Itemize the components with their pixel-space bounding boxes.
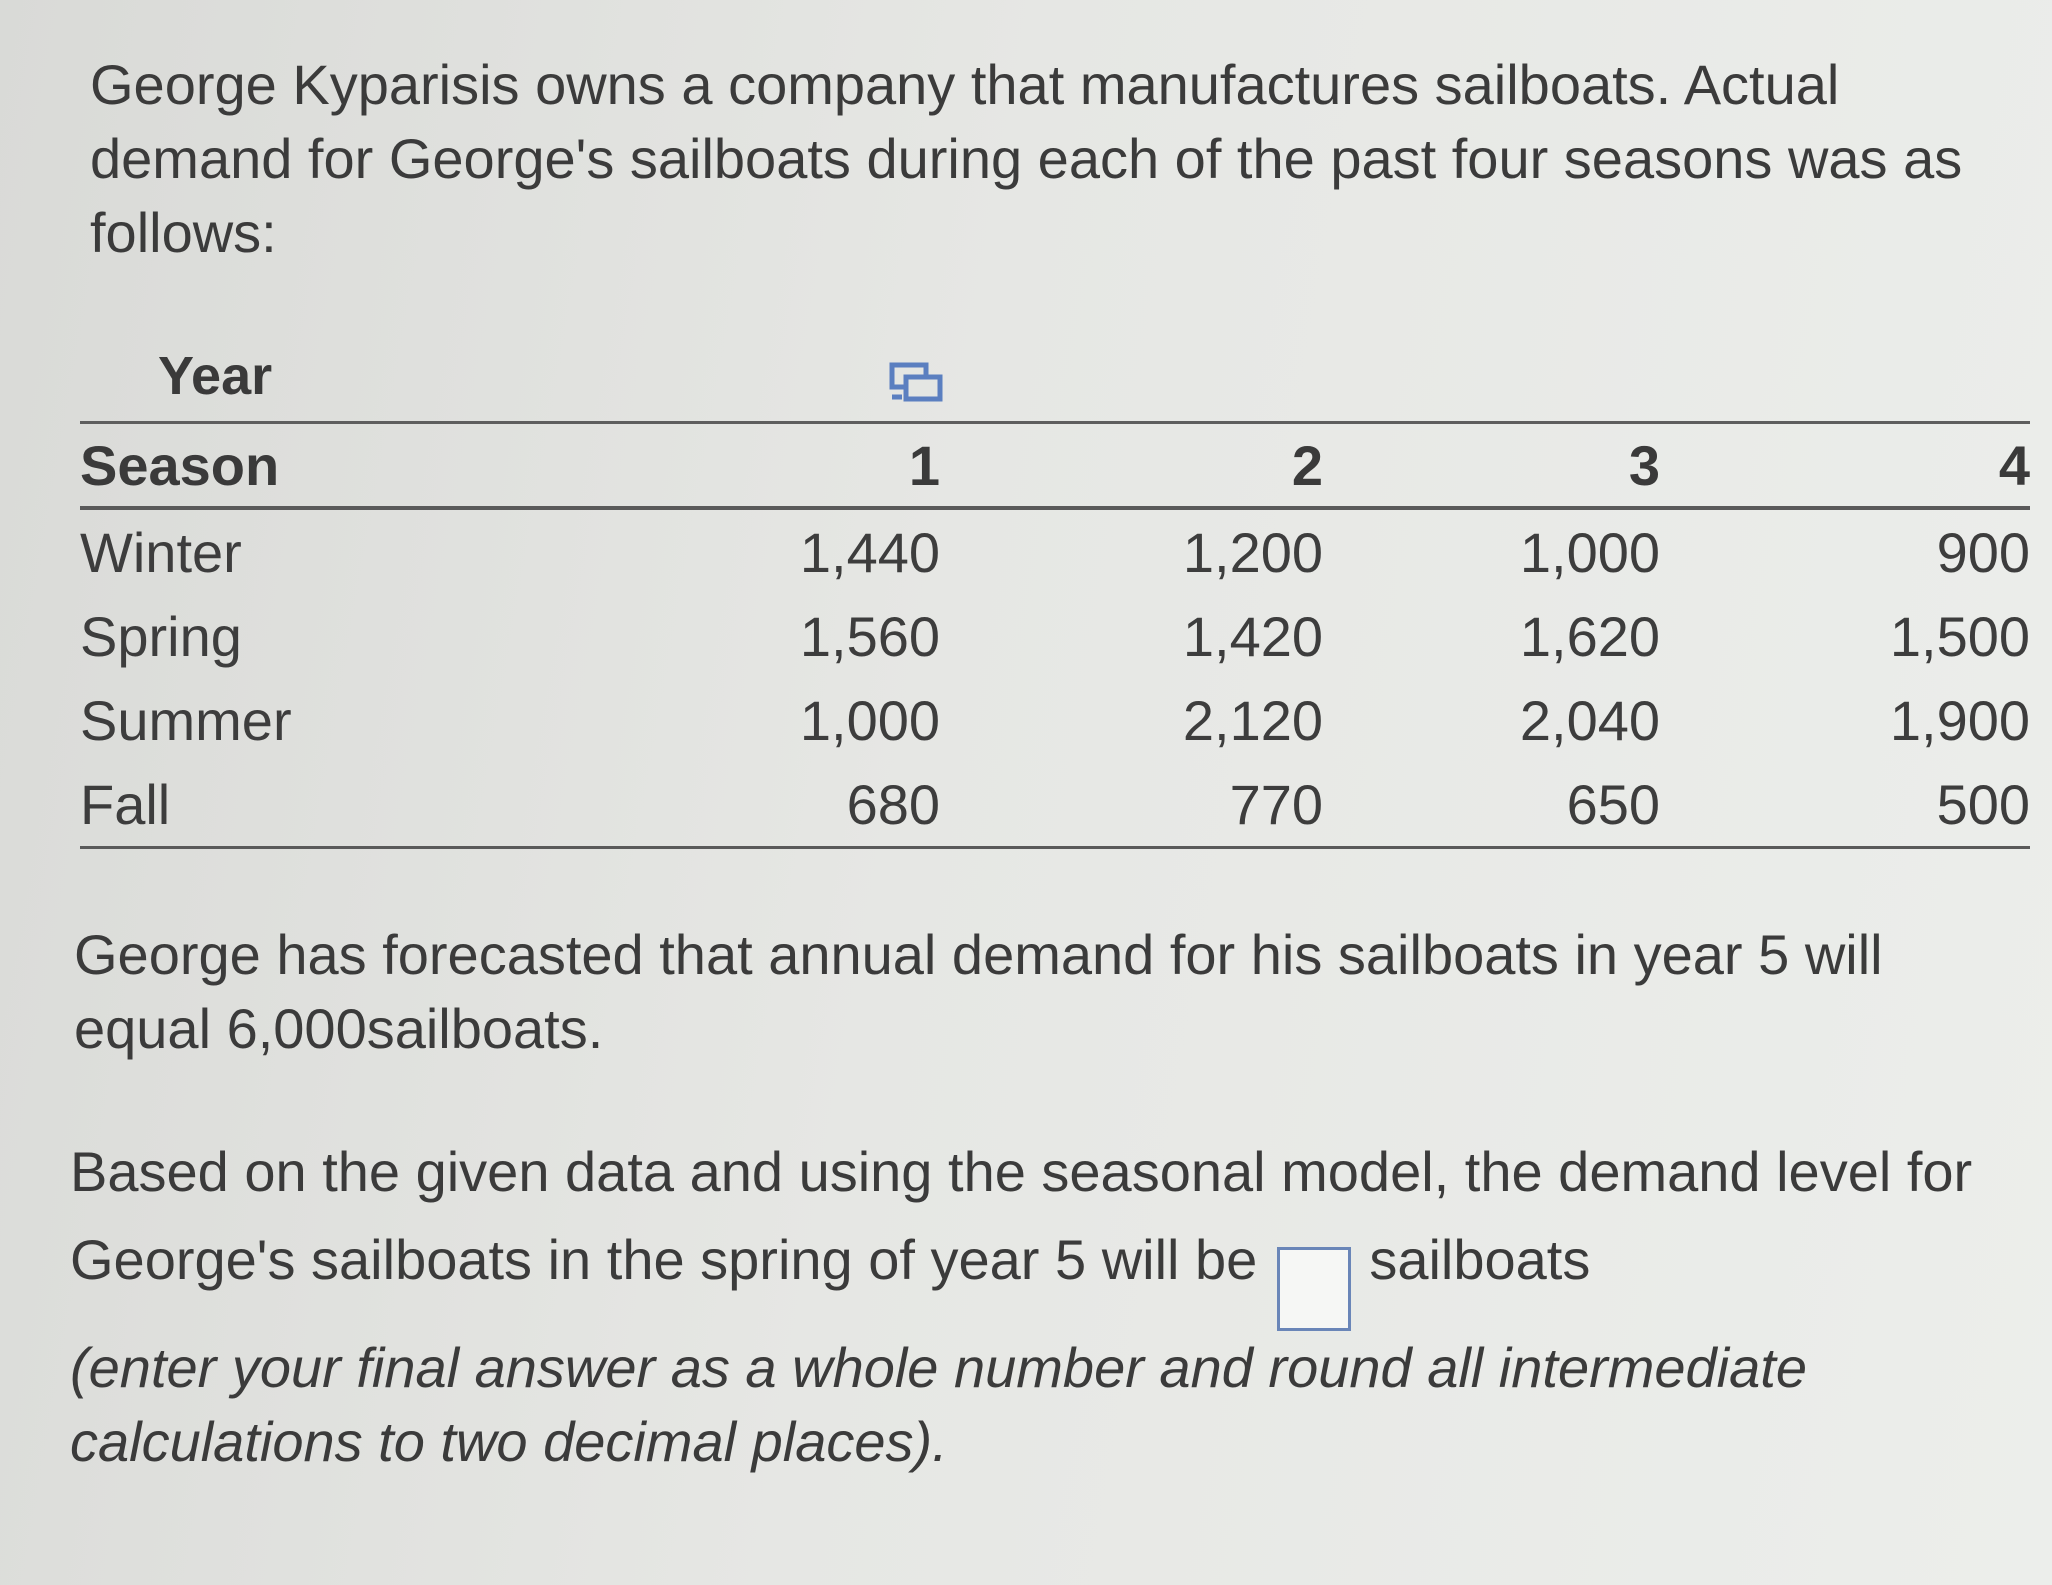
answer-input[interactable] (1277, 1247, 1351, 1331)
table-row-summer (80, 678, 2030, 762)
demand-table-container (80, 335, 2030, 849)
demand-cell: 1,560 (799, 604, 940, 668)
copy-table-icon[interactable] (888, 359, 944, 407)
demand-cell: 1,000 (1519, 520, 1660, 584)
year-header-4: 4 (1712, 424, 2030, 508)
problem-intro: George Kyparisis owns a company that manufactures sailboats. Actual demand for George's sailboats during each of the past four seasons was as follows: (90, 53, 1963, 264)
year-header-3: 3 (1368, 424, 1712, 508)
demand-cell: 1,420 (1182, 604, 1323, 668)
demand-table (80, 424, 2030, 849)
season-cell: Fall (80, 762, 760, 848)
year-label: Year (158, 346, 273, 406)
question-unit: sailboats (1369, 1228, 1591, 1291)
demand-cell: 1,620 (1519, 604, 1660, 668)
year-header-1: 1 (760, 424, 1010, 508)
season-header-row (80, 424, 2030, 508)
question-prefix: Based on the given data and using the seasonal model, the demand level for George's sailboats in the spring of year 5 will be (70, 1140, 1973, 1291)
year-header-row (80, 335, 2030, 421)
season-header: Season (80, 424, 760, 508)
table-row-winter (80, 508, 2030, 594)
demand-cell: 900 (1936, 520, 2030, 584)
demand-cell: 650 (1368, 762, 1712, 848)
demand-cell: 2,040 (1519, 688, 1660, 752)
question-instruction: (enter your final answer as a whole number and round all intermediate calculations to two decimal places). (70, 1335, 1807, 1473)
demand-cell: 680 (760, 762, 1010, 848)
demand-cell: 770 (1010, 762, 1368, 848)
table-row-spring (80, 594, 2030, 678)
table-row-fall (80, 762, 2030, 848)
season-cell: Winter (80, 520, 242, 584)
demand-cell: 1,200 (1182, 520, 1323, 584)
demand-cell: 2,120 (1182, 688, 1323, 752)
demand-cell: 1,900 (1889, 688, 2030, 752)
year-header-2: 2 (1010, 424, 1368, 508)
demand-cell: 1,000 (799, 688, 940, 752)
question-text (70, 1128, 2010, 1479)
forecast-text: George has forecasted that annual demand for his sailboats in year 5 will equal 6,000sailboats. (74, 923, 1883, 1060)
demand-cell: 500 (1712, 762, 2030, 848)
season-cell: Spring (80, 604, 242, 668)
season-cell: Summer (80, 688, 292, 752)
demand-cell: 1,500 (1889, 604, 2030, 668)
demand-cell: 1,440 (799, 520, 940, 584)
